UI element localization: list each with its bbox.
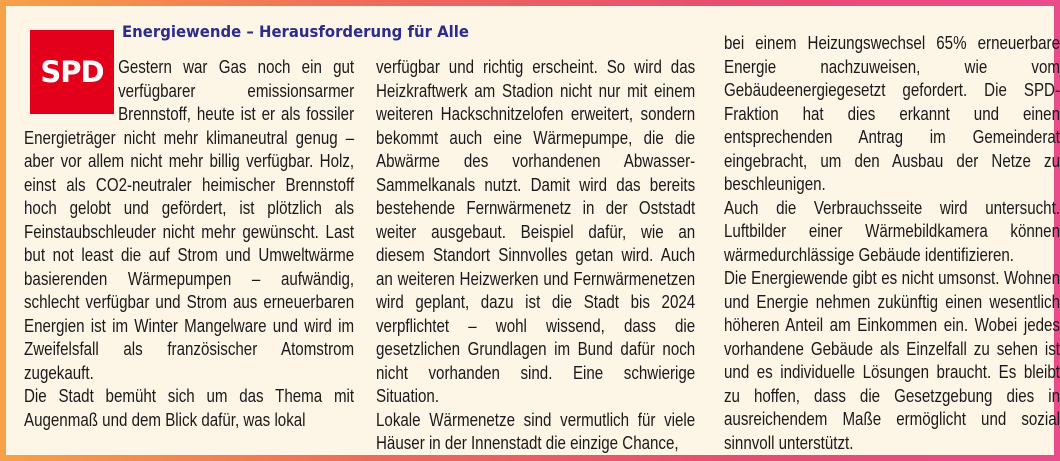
paragraph: Auch die Verbrauchsseite wird untersucht. Luftbilder einer Wärmebildkamera können wärmedurchlässige Gebäude identifizieren.: [724, 197, 1060, 265]
paragraph: Die Energiewende gibt es nicht umsonst. Wohnen und Energie nehmen zukünftig einen wesentlich höheren Anteil am Einkommen ein. Wobei jedes vorhandene Gebäude als Einzelfall zu sehen ist und es individuelle Lösungen braucht. Es bleibt zu hoffen, dass die Gesetzgebung dies in ausreichendem Maße ermöglicht und sozial sinnvoll unterstützt.: [724, 268, 1060, 453]
text-column-2: [376, 56, 695, 456]
paragraph: verfügbar und richtig erscheint. So wird das Heizkraftwerk am Stadion nicht nur mit einem weiteren Hackschnitzelofen erweitert, sondern bekommt auch eine Wärmepumpe, die die Abwärme des vorhandenen Abwasser-Sammelkanals nutzt. Damit wird das bereits bestehende Fernwärmenetz in der Oststadt weiter ausgebaut. Beispiel dafür, wie an diesem Standort Sinnvolles getan wird. Auch an weiteren Heizwerken und Fernwärmenetzen wird geplant, dazu ist die Stadt bis 2024 verpflichtet – wohl wissend, dass die gesetzlichen Grundlagen im Bund dafür noch nicht vorhanden sind. Eine schwierige Situation.: [376, 57, 696, 406]
logo-text: SPD: [40, 55, 104, 89]
paragraph: Gestern war Gas noch ein gut verfügbarer emissionsarmer Brennstoff, heute ist er als fossiler Energieträger nicht mehr klimaneutral genug – aber vor allem nicht mehr billig verfügbar. Holz, einst als CO2-neutraler heimischer Brennstoff hoch gelobt und gefördert, ist plötzlich als Feinstaubschleuder nicht mehr gewünscht. Last but not least die auf Strom und Umweltwärme basierenden Wärmepumpen – aufwändig, schlecht verfügbar und Strom aus erneuerbaren Energien ist im Winter Mangelware und wird im Zweifelsfall als französischer Atomstrom zugekauft.: [24, 57, 355, 383]
text-column-1: [24, 30, 354, 432]
paragraph: Die Stadt bemüht sich um das Thema mit Augenmaß und dem Blick dafür, was lokal: [24, 386, 355, 430]
logo-spacer: [24, 30, 118, 122]
text-column-3: [724, 32, 1060, 455]
paragraph: Lokale Wärmenetze sind vermutlich für viele Häuser in der Innenstadt die einzige Chance,: [376, 409, 696, 453]
paragraph: bei einem Heizungswechsel 65% erneuerbare Energie nachzuweisen, wie vom Gebäudeenergiegesetzt gefordert. Die SPD-Fraktion hat dies erkannt und einen entsprechenden Antrag im Gemeinderat eingebracht, um den Ausbau der Netze zu beschleunigen.: [724, 33, 1060, 194]
article-title: Energiewende – Herausforderung für Alle: [122, 22, 469, 41]
